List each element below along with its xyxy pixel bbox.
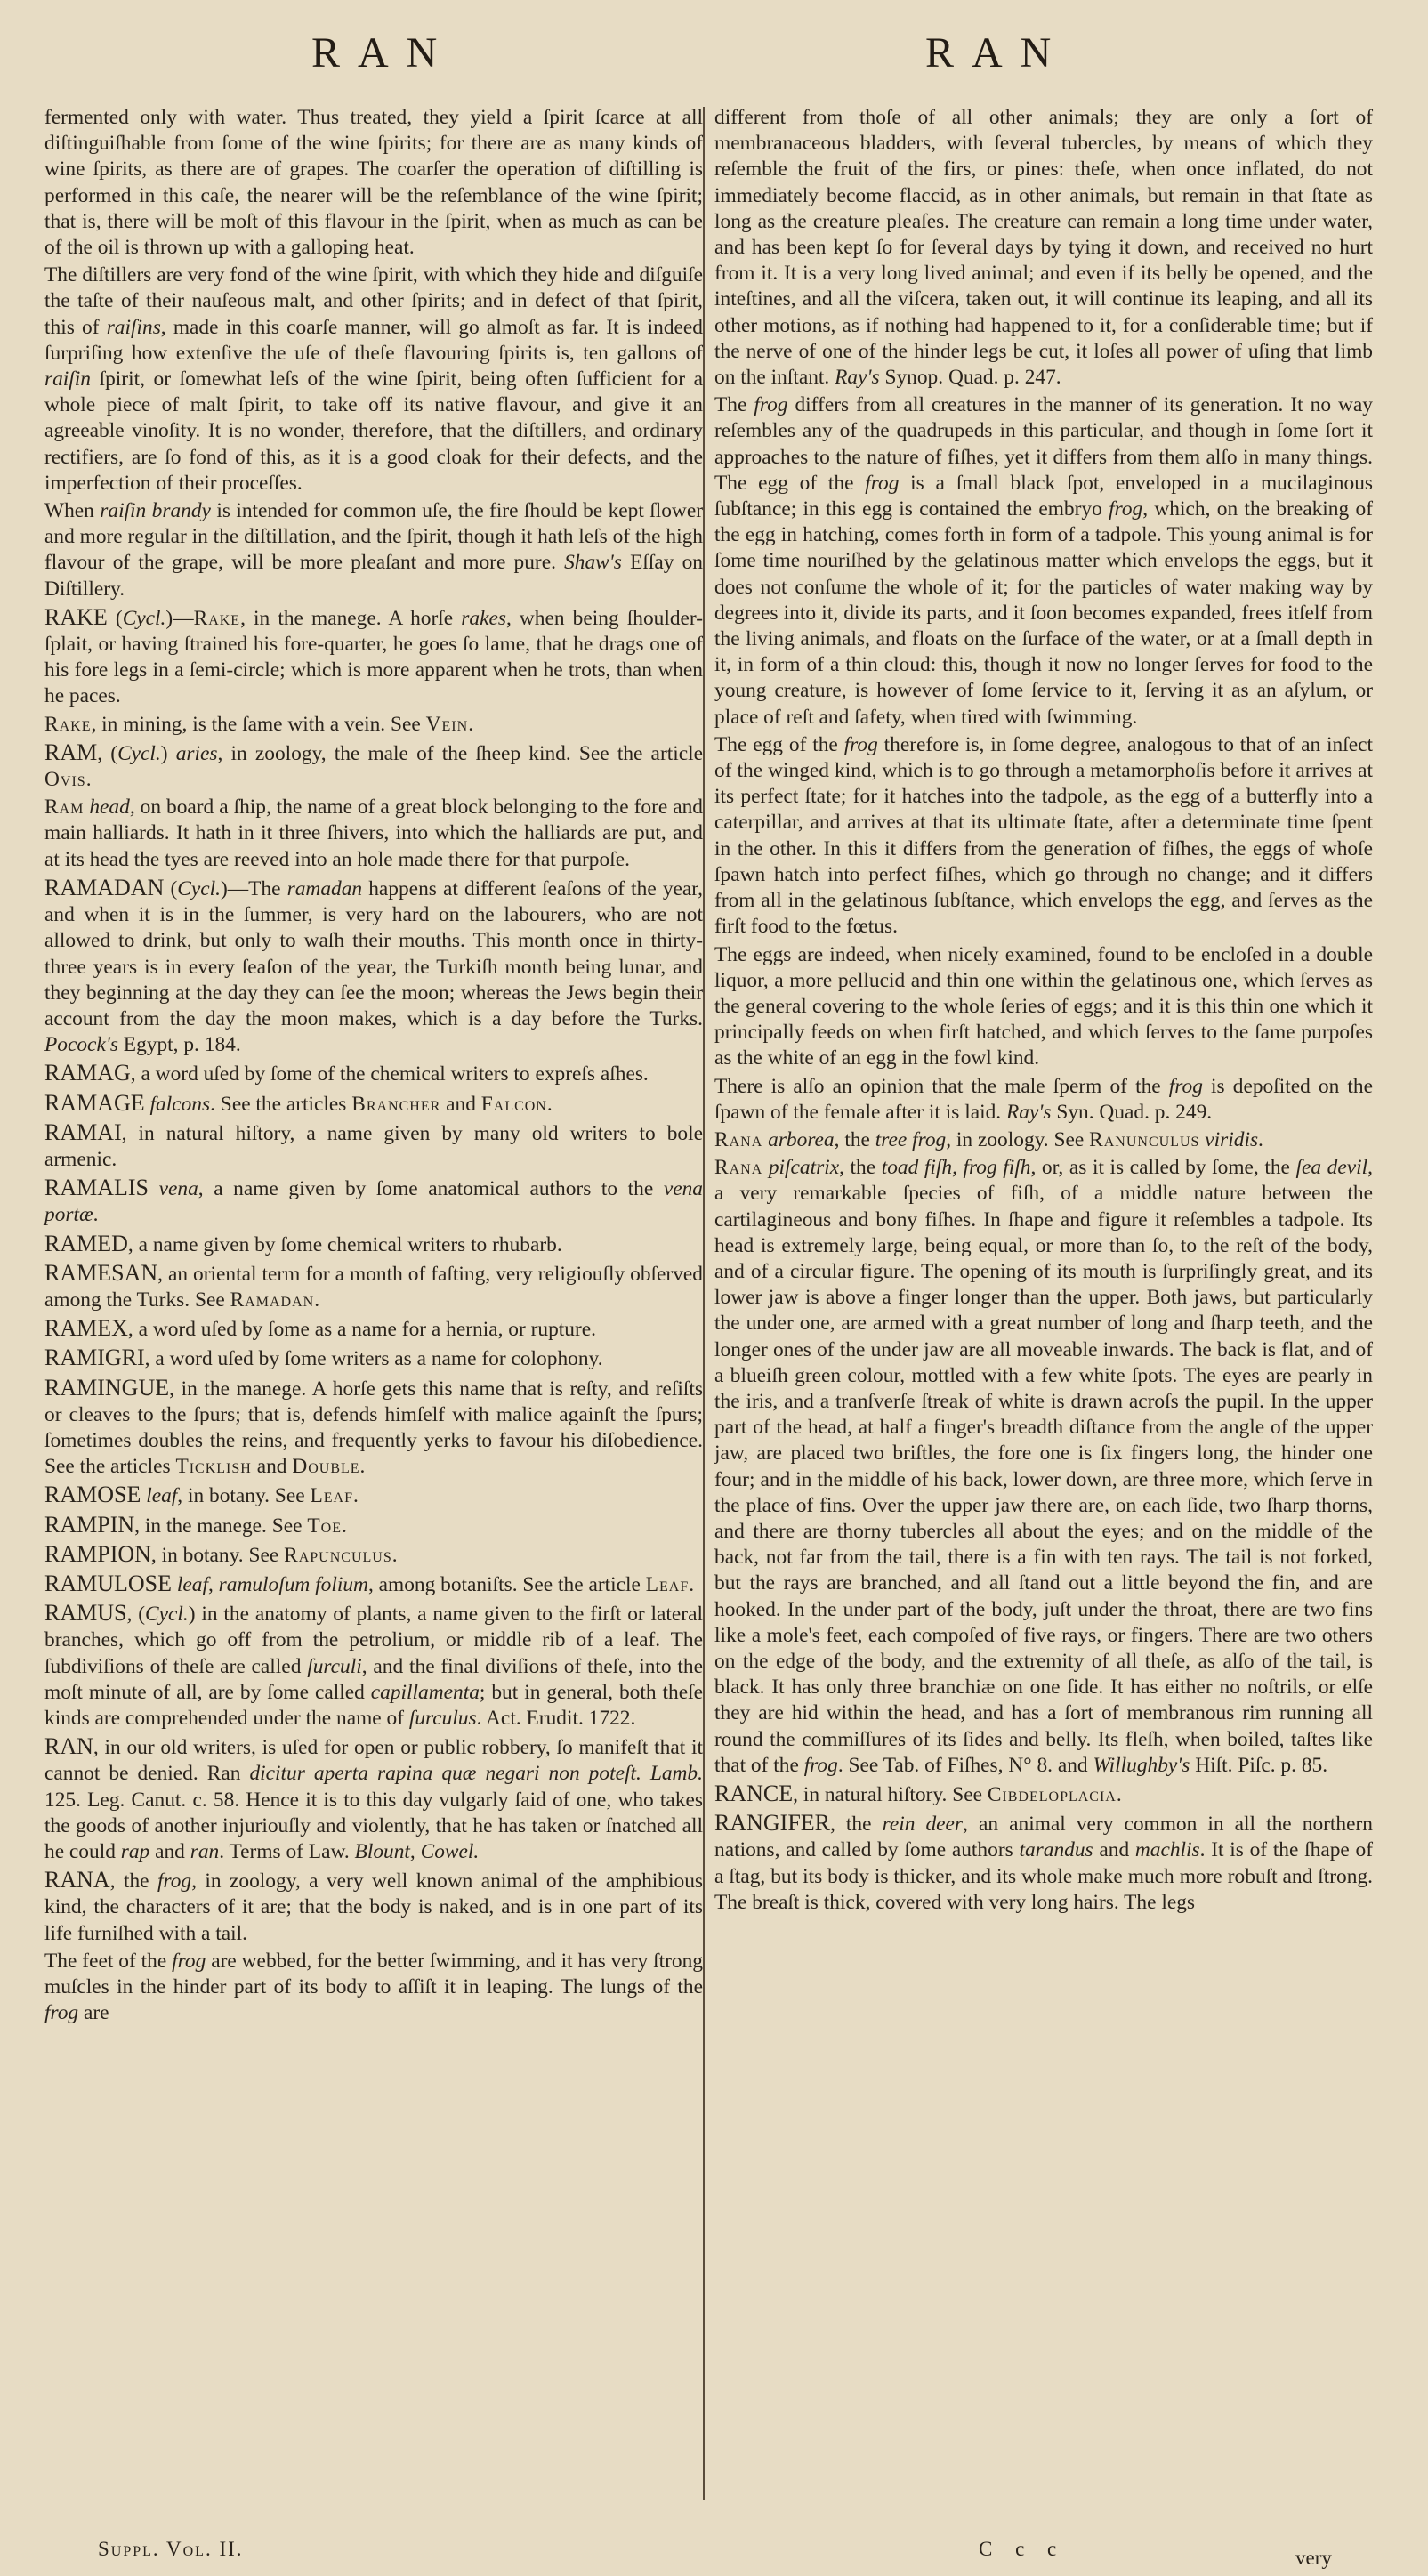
text-run: , made in this coarſe manner, will go almoſt as far. It is indeed ſurpriſing how extenſive the uſe of theſe flavouring ſpirits is, ten gallons of bbox=[44, 315, 703, 365]
dictionary-entry bbox=[44, 712, 703, 738]
italic-text: leaf bbox=[146, 1484, 178, 1508]
text-run: , an animal very common in all the northern nations, and called by ſome authors bbox=[714, 1813, 1373, 1862]
italic-text: Pocock's bbox=[44, 1033, 118, 1057]
dictionary-entry bbox=[44, 1541, 703, 1569]
text-run: The eggs are indeed, when nicely examined, found to be encloſed in a double liquor, a more pellucid and thin one within the gelatinous one, which ſerves as the general covering to the whole ſeries of eggs; and it is this thin one which it principally feeds on when firſt hatched, and which ſerves to the ſame purpoſes as the white of an egg in the fowl kind. bbox=[714, 942, 1373, 1070]
italic-text: frog bbox=[1168, 1074, 1203, 1098]
text-run: )— bbox=[165, 606, 194, 630]
text-run: , a very remarkable ſpecies of fiſh, of a middle nature between the cartilagineous and bony fiſhes. In ſhape and figure it reſembles a tadpole. Its head is extremely large, being equal, or more than ſo, to the reſt of the body, and of a circular figure. The opening of its mouth is ſurpriſingly great, and its lower jaw is above a finger longer than the upper. Both jaws, but particularly the under one, are armed with a great number of long and ſharp teeth, and the longer ones of the under jaw are all moveable inwards. The back is flat, and of a blueiſh green colour, mottled with a few white ſpots. The eyes are pearly in the iris, and a tranſverſe ſtreak of white is drawn acroſs the pupil. In the upper part of the head, at half a finger's breadth diſtance from the angle of the upper jaw, are placed two briſtles, the fore one is ſix fingers long, the hinder one four; and in the middle of his back, lower down, are three more, which ſerve in the place of fins. Over the upper jaw there are, on each ſide, two ſharp thorns, and there are thorny tubercles all about the eyes; and on the middle of the back, not far from the tail, there is a fin with ten rays. The tail is not forked, but the rays are branched, and all ſtand out a little beyond the fin, and are hooked. In the under part of the body, juſt under the throat, there are two fins like a mole's feet, each compoſed of five rays, or fingers. There are two others on the edge of the body, and the extremity of all theſe, as alſo of the tail, is black. It has only three branchiæ on one ſide. It has either no noſtrils, or elſe they are hid within the head, and has a ſort of membranous rim running all round the commiſſures of its ſides and belly. Its fleſh, when boiled, taſtes like that of the bbox=[714, 1156, 1373, 1777]
text-run: , in the manege. A horſe bbox=[240, 606, 462, 630]
text-run: , in natural hiſtory, a name given by many old writers to bole armenic. bbox=[44, 1121, 703, 1171]
dictionary-entry bbox=[44, 739, 703, 793]
text-run: , an oriental term for a month of faſting, very religiouſly obſerved among the Turks. See bbox=[44, 1262, 703, 1312]
text-run: . bbox=[359, 1455, 366, 1479]
small-caps-term: Falcon bbox=[480, 1092, 547, 1116]
text-run: , bbox=[207, 1572, 219, 1596]
text-run: ſpirit, or ſomewhat leſs of the wine ſpirit, being often ſufficient for a whole piece of malt ſpirit, to take off its native flavour, and give it an agreeable vinoſity. It is no wonder, therefore, that the diſtillers, and ordinary rectifiers, are ſo fond of this, as it is a good cloak for their defects, and the imperfection of their proceſſes. bbox=[44, 367, 703, 495]
text-run: Syn. Quad. p. 249. bbox=[1051, 1100, 1213, 1124]
italic-text: dicitur aperta rapina quæ negari non poteſt. Lamb. bbox=[249, 1762, 703, 1786]
text-run: . bbox=[93, 1203, 99, 1227]
volume-signature: Suppl. Vol. II. bbox=[98, 2538, 244, 2560]
italic-text: rakes bbox=[461, 606, 506, 630]
dictionary-entry bbox=[44, 1571, 703, 1598]
entry-headword: RAMED bbox=[44, 1230, 128, 1256]
text-run: Hiſt. Piſc. p. 85. bbox=[1190, 1753, 1328, 1777]
entry-headword: RANA bbox=[44, 1867, 110, 1894]
text-run: ( bbox=[164, 876, 178, 900]
text-run: . It is of the ſhape of a ſtag, but its body is thicker, and its whole make much more robuſt and ſtrong. The breaſt is thick, covered with very long hairs. The legs bbox=[714, 1838, 1373, 1914]
italic-text: ſea devil bbox=[1295, 1156, 1368, 1180]
text-run: are webbed, for the better ſwimming, and it has very ſtrong muſcles in the hinder part of its body to aſſiſt it in leaping. The lungs of the bbox=[44, 1949, 703, 1999]
text-run: , in natural hiſtory. See bbox=[793, 1783, 988, 1806]
dictionary-entry bbox=[44, 795, 703, 873]
entry-headword: RAMUS bbox=[44, 1600, 127, 1627]
entry-headword: RAN bbox=[44, 1733, 93, 1760]
text-run bbox=[149, 1177, 159, 1200]
paragraph bbox=[44, 262, 703, 497]
text-run: ( bbox=[107, 606, 123, 630]
small-caps-term: Toe bbox=[307, 1514, 342, 1538]
italic-text: piſcatrix bbox=[768, 1156, 840, 1180]
text-run: , which, on the breaking of the egg in hatching, comes forth in form of a tadpole. This young animal is for ſome time nouriſhed by the gelatinous matter which envelops the eggs, but it does not conſume the whole of it; for the particles of water making way by degrees into it, divide its parts, and it ſoon becomes expanded, frees itſelf from the living animals, and floats on the ſurface of the water, or at a ſmall depth in it, in form of a thin cloud: this, though it now no longer ſerves for food to the young creature, is however of ſome ſervice to it, ſerving it as an aſylum, or place of reſt and ſafety, when tired with ſwimming. bbox=[714, 497, 1373, 729]
entry-headword: RAMAGE bbox=[44, 1089, 145, 1116]
dictionary-entry bbox=[714, 1155, 1373, 1779]
paragraph bbox=[714, 942, 1373, 1072]
entry-headword: RAMINGUE bbox=[44, 1374, 170, 1401]
column-divider bbox=[703, 107, 705, 2500]
text-run: Egypt, p. 184. bbox=[117, 1033, 241, 1057]
text-run: . bbox=[341, 1514, 347, 1538]
text-run: When bbox=[44, 499, 101, 523]
italic-text: Blount, Cowel. bbox=[354, 1840, 480, 1863]
text-run: differs from all creatures in the manner of its generation. It no way reſembles any of the quadrupeds in this particular, and though in ſome ſort it approaches to the nature of fiſhes, yet it differs from them alſo in many things. The egg of the bbox=[714, 393, 1373, 495]
text-run: , a name given by ſome anatomical authors to the bbox=[198, 1177, 664, 1201]
italic-text: frog bbox=[157, 1869, 192, 1894]
italic-text: Cycl. bbox=[122, 606, 166, 630]
italic-text: Willughby's bbox=[1093, 1753, 1190, 1777]
italic-text: raiſin brandy bbox=[100, 499, 211, 523]
entry-headword: RAMULOSE bbox=[44, 1570, 173, 1596]
italic-text: ramadan bbox=[286, 876, 363, 900]
text-run: is a ſmall black ſpot, enveloped in a mucilaginous ſubſtance; in this egg is contained the embryo bbox=[714, 471, 1373, 521]
text-run: are bbox=[78, 2001, 109, 2025]
signature-mark: C c c bbox=[979, 2538, 1066, 2560]
entry-headword: RAMPION bbox=[44, 1540, 151, 1567]
dictionary-entry bbox=[44, 1600, 703, 1732]
dictionary-entry bbox=[44, 1315, 703, 1343]
dictionary-entry bbox=[44, 1260, 703, 1313]
text-run: and bbox=[440, 1092, 481, 1116]
small-caps-term: Leaf bbox=[310, 1484, 354, 1508]
entry-headword: RAMALIS bbox=[44, 1175, 149, 1201]
dictionary-entry bbox=[44, 1867, 703, 1947]
italic-text: frog bbox=[44, 2001, 79, 2025]
catchword: very bbox=[1295, 2547, 1332, 2569]
italic-text: Cycl. bbox=[117, 741, 161, 765]
italic-text: frog bbox=[754, 393, 788, 417]
text-run: . bbox=[1116, 1783, 1122, 1806]
italic-text: frog bbox=[843, 732, 878, 756]
text-run: and bbox=[149, 1840, 190, 1863]
dictionary-entry bbox=[714, 1810, 1373, 1916]
text-run: . bbox=[546, 1092, 553, 1116]
text-run: is intended for common uſe, the fire ſhould be kept ſlower and more regular in the diſtillation, and the ſpirit, though it hath leſs of the high flavour of the grape, will be more pleaſant and more pure. bbox=[44, 499, 703, 575]
small-caps-term: Double bbox=[292, 1455, 360, 1479]
dictionary-entry bbox=[44, 1119, 703, 1173]
text-run: happens at different ſeaſons of the year, and when it is in the ſummer, is very hard on the labourers, who are not allowed to drink, but only to waſh their mouths. This month once in thirty-three years is in every ſeaſon of the year, the Turkiſh month being lunar, and they beginning at the day they can ſee the moon; whereas the Jews begin their account from the day the moon makes, which is a day before the Turks. bbox=[44, 876, 703, 1030]
dictionary-entry bbox=[44, 1375, 703, 1481]
text-run: , in the manege. See bbox=[134, 1514, 308, 1538]
small-caps-term: Vein bbox=[425, 712, 469, 736]
small-caps-term: Leaf bbox=[645, 1572, 690, 1596]
small-caps-term: Ovis bbox=[44, 768, 86, 792]
text-run: . bbox=[85, 768, 92, 792]
dictionary-entry bbox=[44, 1231, 703, 1258]
entry-headword: RAM bbox=[44, 739, 98, 765]
entry-headword: RAMADAN bbox=[44, 874, 165, 900]
text-run: , in zoology, the male of the ſheep kind. See the article bbox=[217, 741, 703, 765]
text-run: . bbox=[689, 1572, 695, 1596]
italic-text: viridis bbox=[1205, 1127, 1259, 1151]
right-column bbox=[714, 105, 1373, 1918]
dictionary-entry bbox=[44, 1733, 703, 1865]
paragraph bbox=[714, 105, 1373, 391]
text-run: . Act. Erudit. 1722. bbox=[476, 1706, 636, 1730]
text-run: . See Tab. of Fiſhes, N° 8. and bbox=[837, 1753, 1093, 1777]
italic-text: frog bbox=[1109, 497, 1143, 521]
entry-headword: RANGIFER bbox=[714, 1810, 831, 1837]
italic-text: frog bbox=[865, 471, 900, 495]
text-run: , a word uſed by ſome as a name for a hernia, or rupture. bbox=[127, 1318, 597, 1342]
text-run: and bbox=[1093, 1838, 1135, 1862]
italic-text: ramuloſum folium bbox=[218, 1572, 368, 1596]
italic-text: rap bbox=[120, 1840, 150, 1863]
paragraph bbox=[44, 498, 703, 602]
text-run: , ( bbox=[126, 1603, 145, 1627]
entry-headword: RAMESAN bbox=[44, 1259, 158, 1286]
small-caps-term: Cibdeloplacia bbox=[987, 1783, 1117, 1806]
italic-text: Shaw's bbox=[564, 551, 622, 575]
small-caps-term: Rana bbox=[714, 1156, 763, 1180]
text-run: ) bbox=[160, 741, 176, 765]
italic-text: tree frog bbox=[875, 1127, 947, 1151]
running-head-right: RAN bbox=[925, 29, 1069, 77]
paragraph bbox=[714, 392, 1373, 731]
italic-text: tarandus bbox=[1019, 1838, 1093, 1862]
text-run: , in zoology. See bbox=[946, 1127, 1090, 1151]
text-run: , when being ſhoulder-ſplait, or having ſtrained his fore-quarter, he goes ſo lame, that he drags one of his fore legs in a ſemi-circle; which is more apparent when he trots, than when he paces. bbox=[44, 606, 704, 708]
text-run: , ( bbox=[97, 741, 118, 765]
text-run: , a word uſed by ſome of the chemical writers to expreſs aſhes. bbox=[130, 1062, 649, 1086]
dictionary-entry bbox=[44, 875, 703, 1058]
italic-text: aries bbox=[175, 741, 218, 765]
text-run: , the bbox=[830, 1813, 883, 1837]
text-run: . bbox=[353, 1484, 359, 1508]
entry-headword: RAMOSE bbox=[44, 1482, 141, 1508]
text-run: . bbox=[391, 1543, 398, 1567]
text-run bbox=[762, 1156, 769, 1179]
dictionary-entry bbox=[44, 1090, 703, 1118]
text-run: Eſſay on Diſtillery. bbox=[44, 551, 703, 601]
entry-headword: RAMIGRI bbox=[44, 1345, 145, 1371]
italic-text: raiſin bbox=[44, 367, 91, 392]
italic-text: vena bbox=[158, 1177, 198, 1201]
entry-headword: RAMEX bbox=[44, 1315, 128, 1342]
italic-text: vena portæ bbox=[44, 1177, 703, 1227]
italic-text: ſurculi bbox=[307, 1654, 362, 1678]
text-run: different from thoſe of all other animals; they are only a ſort of membranaceous bladders, with ſeveral tubercles, by means of which they reſemble the fruit of the firs, or pines: theſe, when once inflated, do not immediately become flaccid, as in other animals, but remain in that ſtate as long as the creature pleaſes. The creature can remain a long time under water, and has been kept ſo for ſeveral days by tying it down, and received no hurt from it. It is a very long lived animal; and even if its belly be opened, and the inteſtines, and all the viſcera, taken out, it will continue its leaping, and all its other motions, as if nothing had happened to it, for a conſiderable time; but if the nerve of one of the hinder legs be cut, it loſes all power of uſing that limb on the inſtant. bbox=[714, 106, 1373, 390]
dictionary-entry bbox=[44, 1482, 703, 1509]
italic-text: falcons bbox=[149, 1092, 211, 1116]
italic-text: frog bbox=[172, 1949, 206, 1973]
text-run: ) in the anatomy of plants, a name given to the firſt or lateral branches, which go off from the petrolium, or middle rib of a leaf. The ſubdiviſions of theſe are called bbox=[44, 1603, 703, 1678]
text-run: , in the manege. A horſe gets this name that is reſty, and reſiſts or cleaves to the ſpurs; that is, defends himſelf with malice againſt the ſpurs; ſometimes doubles the reins, and frequently yerks to favour his diſobedience. See the articles bbox=[44, 1377, 703, 1479]
italic-text: frog bbox=[803, 1753, 838, 1777]
dictionary-entry bbox=[714, 1127, 1373, 1153]
dictionary-entry bbox=[714, 1781, 1373, 1808]
dictionary-entry bbox=[44, 1175, 703, 1228]
text-run: The diſtillers are very fond of the wine ſpirit, with which they hide and diſguiſe the taſte of their nauſeous malt, and other ſpirits; and in defect of that ſpirit, this of bbox=[44, 263, 703, 339]
text-run: , on board a ſhip, the name of a great block belonging to the fore and main halliards. It hath in it three ſhivers, into which the halliards are put, and at its head the tyes are reeved into an hole made there for that purpoſe. bbox=[44, 795, 703, 871]
italic-text: arborea bbox=[768, 1127, 835, 1151]
paragraph bbox=[44, 105, 703, 261]
text-run: and bbox=[251, 1455, 293, 1479]
text-run: , or, as it is called by ſome, the bbox=[1030, 1156, 1296, 1180]
italic-text: toad fiſh, frog fiſh bbox=[881, 1156, 1031, 1180]
small-caps-term: Ramadan bbox=[230, 1288, 315, 1312]
text-run: , and the final diviſions of theſe, into the moſt minute of all, are by ſome called bbox=[44, 1654, 703, 1704]
text-run: The feet of the bbox=[44, 1949, 173, 1973]
text-run: ; but in general, both theſe kinds are comprehended under the name of bbox=[44, 1680, 703, 1730]
italic-text: capillamenta bbox=[370, 1680, 480, 1704]
italic-text: raiſins bbox=[106, 315, 161, 339]
text-run: . See the articles bbox=[210, 1092, 352, 1116]
text-run: . bbox=[314, 1288, 320, 1312]
text-run: 125. Leg. Canut. c. 58. Hence it is to this day vulgarly ſaid of one, who takes the goods of another injuriouſly and violently, that he has taken or ſnatched all he could bbox=[44, 1788, 703, 1863]
text-run: , the bbox=[834, 1127, 875, 1151]
text-run: , in zoology, a very well known animal of the amphibious kind, the characters of it are; that the body is naked, and is in one part of its life furniſhed with a tail. bbox=[44, 1869, 703, 1945]
italic-text: Cycl. bbox=[177, 876, 221, 900]
entry-headword: RAMAG bbox=[44, 1060, 131, 1086]
entry-headword: RAKE bbox=[44, 603, 108, 630]
small-caps-term: Ticklish bbox=[175, 1455, 252, 1479]
small-caps-term: Ram bbox=[44, 795, 85, 820]
italic-text: ſurculus bbox=[408, 1706, 477, 1730]
text-run: , in mining, is the ſame with a vein. See bbox=[91, 712, 426, 736]
text-run: The egg of the bbox=[714, 732, 844, 756]
text-run: therefore is, in ſome degree, analogous to that of an inſect of the winged kind, which is to go through a metamorphoſis before it arrives at its perfect ſtate; for it hatches into the tadpole, as the egg of a butterfly into a caterpillar, and arrives at that its ultimate ſtate, after a determinate time ſpent in the other. In this it differs from the generation of fiſhes, the eggs of whoſe ſpawn hatch into perfect fiſhes, which go through no change; and it differs from all in the gelatinous ſubſtance, which envelops the egg, and ſerves as the firſt food to the fœtus. bbox=[714, 732, 1373, 939]
dictionary-entry bbox=[44, 1060, 703, 1087]
text-run: . bbox=[468, 712, 474, 736]
text-run: , in botany. See bbox=[150, 1543, 285, 1567]
text-run: , in our old writers, is uſed for open or public robbery, ſo manifeſt that it cannot be denied. Ran bbox=[44, 1736, 703, 1786]
italic-text: Ray's bbox=[835, 366, 880, 390]
text-run: , the bbox=[839, 1156, 882, 1180]
small-caps-term: Brancher bbox=[351, 1092, 441, 1116]
text-run: . Terms of Law. bbox=[219, 1840, 355, 1863]
text-run: The bbox=[714, 393, 754, 417]
text-run: fermented only with water. Thus treated, they yield a ſpirit ſcarce at all diſtinguiſhable from ſome of the wine ſpirits; for there are as many kinds of wine ſpirits, as there are of grapes. The coarſer the operation of diſtilling is performed in this caſe, the nearer will be the reſemblance of the wine ſpirit; that is, there will be moſt of this flavour in the ſpirit, when as much as can be of the oil is thrown up with a galloping heat. bbox=[44, 106, 703, 260]
text-run: . bbox=[1258, 1127, 1263, 1151]
small-caps-term: Rapunculus bbox=[284, 1543, 392, 1567]
text-run: , among botaniſts. See the article bbox=[367, 1572, 646, 1596]
small-caps-term: Rake bbox=[44, 712, 92, 736]
text-run: , a word uſed by ſome writers as a name for colophony. bbox=[144, 1347, 603, 1371]
entry-headword: RAMAI bbox=[44, 1118, 122, 1145]
italic-text: head bbox=[89, 795, 130, 820]
small-caps-term: Ranunculus bbox=[1089, 1127, 1200, 1151]
dictionary-entry bbox=[44, 1345, 703, 1372]
text-run: Synop. Quad. p. 247. bbox=[879, 366, 1061, 390]
paragraph bbox=[714, 1074, 1373, 1126]
small-caps-term: Rana bbox=[714, 1127, 763, 1151]
italic-text: Cycl. bbox=[144, 1603, 189, 1627]
paragraph bbox=[44, 1949, 703, 2027]
small-caps-term: Rake bbox=[193, 606, 241, 630]
italic-text: leaf bbox=[176, 1572, 208, 1596]
text-run: There is alſo an opinion that the male ſperm of the bbox=[714, 1074, 1169, 1098]
running-head-left: RAN bbox=[311, 29, 456, 77]
dictionary-entry bbox=[44, 604, 703, 710]
left-column bbox=[44, 105, 703, 2028]
italic-text: rein deer bbox=[882, 1813, 964, 1837]
paragraph bbox=[714, 732, 1373, 941]
text-run: , a name given by ſome chemical writers to rhubarb. bbox=[127, 1232, 562, 1256]
text-run: )—The bbox=[220, 876, 287, 900]
dictionary-entry bbox=[44, 1512, 703, 1539]
text-run: , the bbox=[109, 1869, 157, 1894]
entry-headword: RANCE bbox=[714, 1781, 794, 1806]
italic-text: machlis bbox=[1134, 1838, 1200, 1862]
text-run: , in botany. See bbox=[177, 1484, 311, 1508]
text-run: is depoſited on the ſpawn of the female after it is laid. bbox=[714, 1074, 1374, 1124]
italic-text: Ray's bbox=[1006, 1100, 1052, 1124]
entry-headword: RAMPIN bbox=[44, 1511, 135, 1538]
italic-text: ran bbox=[190, 1840, 220, 1863]
